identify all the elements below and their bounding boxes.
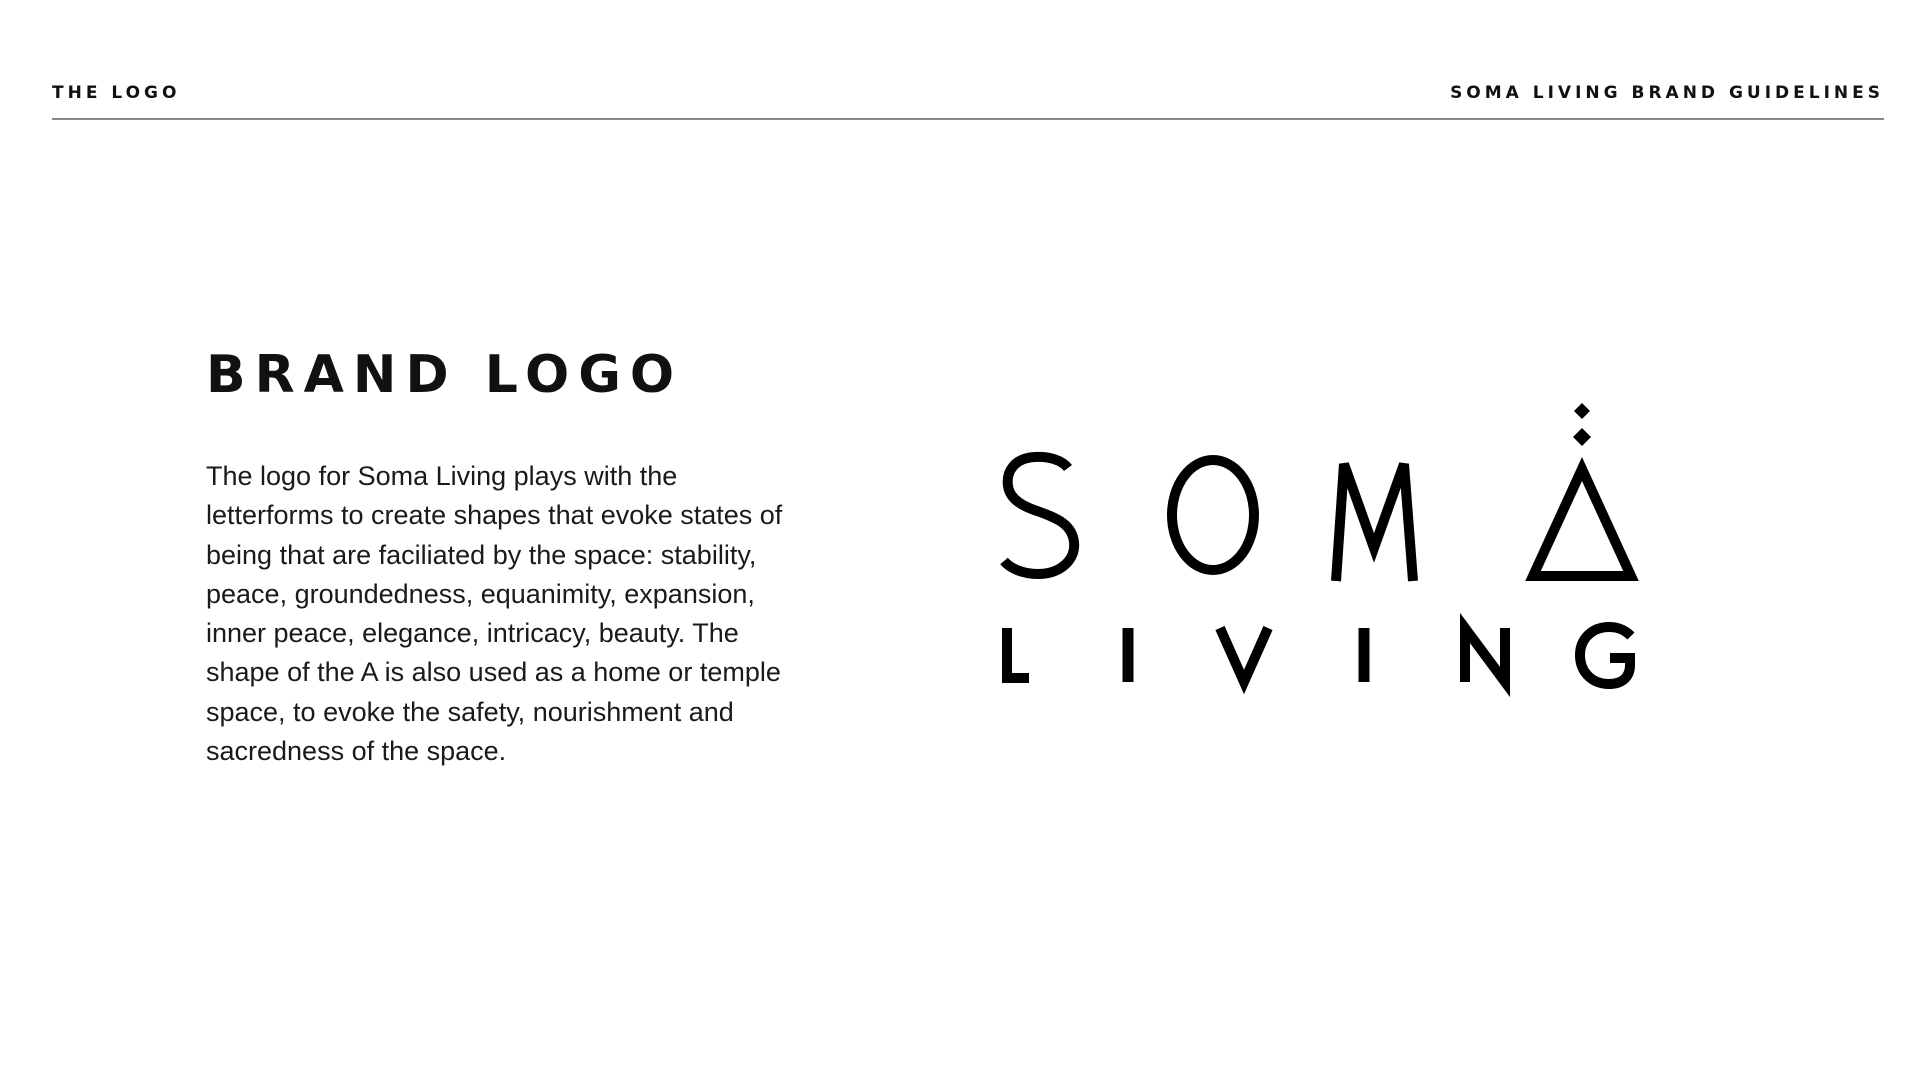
- logo-diamond-top: [1574, 403, 1590, 419]
- logo-letter-a-triangle: [1533, 469, 1631, 576]
- logo-description: The logo for Soma Living plays with the letterforms to create shapes that evoke states of being that are faciliated by the space: stability, peace, groundedness, equanimity, expansion, inner peace, elegance, intricacy, beauty. The shape of the A is also used as a home or temple space, to evoke the safety, nourishment and sacredness of the space.: [206, 461, 783, 767]
- logo-letter-m: [1336, 464, 1413, 581]
- logo-letter-g: [1580, 627, 1631, 684]
- logo-letter-n: [1465, 628, 1505, 682]
- soma-living-logo: [990, 390, 1670, 710]
- soma-living-logo-graphic: [990, 390, 1670, 710]
- logo-letter-s: [1004, 457, 1074, 574]
- logo-diamond-bottom: [1573, 428, 1591, 446]
- logo-letter-o: [1172, 460, 1254, 570]
- page-header: [52, 70, 1884, 120]
- logo-letter-l: [1007, 628, 1029, 678]
- logo-letter-v: [1220, 628, 1268, 682]
- section-label: THE LOGO: [52, 83, 181, 103]
- page-title: BRAND LOGO: [206, 345, 684, 405]
- document-title: SOMA LIVING BRAND GUIDELINES: [1450, 83, 1884, 103]
